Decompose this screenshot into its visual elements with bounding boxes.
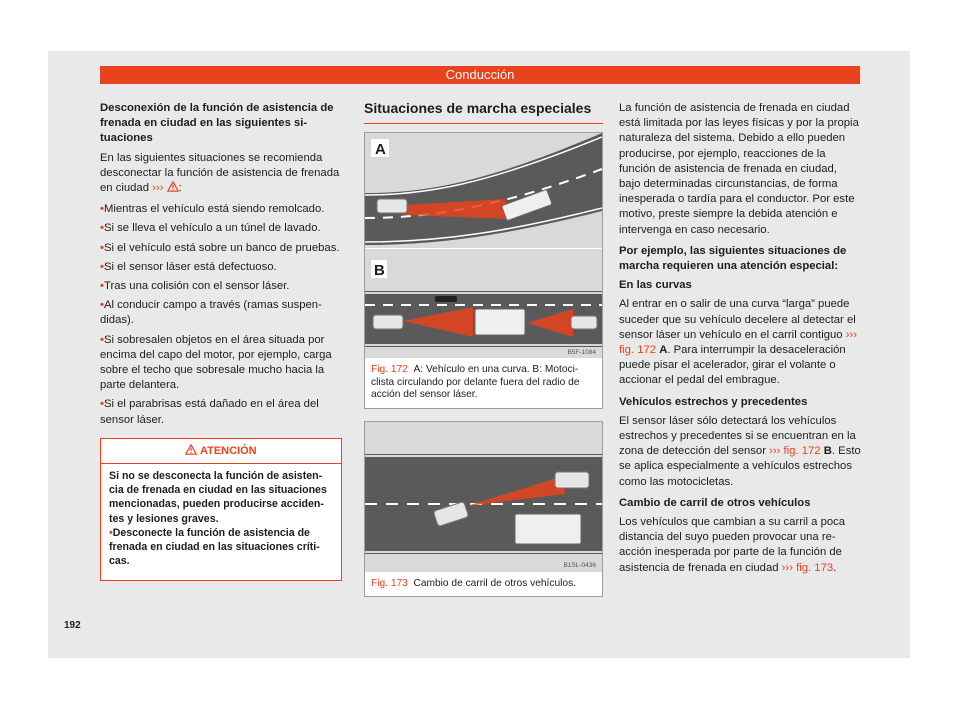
panel-a — [365, 133, 602, 248]
list-item: • Si se lleva el vehículo a un túnel de lavado. — [100, 221, 342, 236]
figure-173 — [364, 421, 603, 598]
paragraph: La función de asistencia de frenada en ciudad está limitada por las leyes físicas y por la propia naturaleza del sistema. Debido a ello pueden producirse, por ejemplo, reacciones de la función de asistencia de frenada en ciudad, bajo determinadas circunstancias, de forma inesperada o tardía para el conductor. Por este motivo, preste siempre la debida atención e intervenga en caso necesario. — [619, 102, 859, 236]
paragraph: Los vehículos que cambian a su carril a poca distancia del suyo pueden provocar una reacción inesperada por parte de la función de asistencia de frenada en ciudad ››› fig. 173. — [619, 516, 846, 574]
panel-a-label: A — [375, 141, 386, 159]
figure-172 — [364, 132, 603, 409]
paragraph-bold: Por ejemplo, las siguientes situaciones de marcha requieren una atención especial: — [619, 244, 847, 273]
section-heading: Desconexión de la función de asistencia de frenada en ciudad en las siguientes situaciones — [100, 102, 334, 145]
page-number: 192 — [64, 620, 81, 631]
list-item: • Si el sensor láser está defectuoso. — [100, 260, 342, 275]
figure-reference[interactable]: ››› fig. 172 — [619, 328, 857, 357]
warning-header — [101, 439, 341, 464]
paragraph: Al entrar en o salir de una curva “larga” puede suceder que su vehículo decelere al detectar el sensor láser un vehículo en el carril contiguo ››› fig. 172 A. Para interrumpir la desaceleración puede pisar el acelerador, girar el volante o accionar el pedal del embrague. — [619, 298, 857, 387]
paragraph: El sensor láser sólo detectará los vehículos estrechos y precedentes si se encuentran en la zona de detección del sensor ››› fig. 172 B. Esto se aplica especialmente a vehículos estrechos como las motocicletas. — [619, 414, 861, 488]
list-item: • Tras una colisión con el sensor láser. — [100, 279, 342, 294]
list-item: • Si el parabrisas está dañado en el área del sensor láser. — [100, 397, 342, 427]
section-title: Situaciones de marcha especiales — [364, 101, 603, 124]
warning-text: Si no se desconecta la función de asistencia de frenada en ciudad en las situaciones mencionadas, pueden producirse accidentes y lesiones graves. — [109, 470, 327, 525]
reference-arrows: ››› — [152, 182, 164, 195]
figure-caption: Fig. 173 Cambio de carril de otros vehículos. — [371, 577, 576, 589]
panel-b — [365, 249, 602, 358]
figure-code: B1SL-0436 — [563, 561, 596, 569]
warning-bullet: • Desconecte la función de asistencia de frenada en ciudad en las situaciones críticas. — [109, 526, 333, 569]
warning-body — [101, 464, 341, 580]
warning-box — [100, 438, 342, 582]
panel-b-label: B — [374, 262, 385, 280]
warning-triangle-icon — [167, 181, 179, 192]
warning-title: ATENCIÓN — [200, 444, 257, 457]
list-item: • Mientras el vehículo está siendo remolcado. — [100, 202, 342, 217]
figure-172-illustration — [365, 133, 602, 358]
subheading: Vehículos estrechos y precedentes — [619, 395, 808, 408]
list-item: • Si el vehículo está sobre un banco de pruebas. — [100, 241, 342, 256]
list-item: • Si sobresalen objetos en el área situada por encima del capo del motor, por ejemplo, carga sobre el techo que sobresale mucho hacia la parte delantera. — [100, 333, 342, 394]
column-middle — [364, 101, 603, 597]
figure-label: Fig. 172 — [371, 364, 408, 376]
page-header: Conducción — [100, 66, 860, 84]
figure-label: Fig. 173 — [371, 577, 408, 589]
column-left — [100, 101, 342, 581]
figure-reference[interactable]: ››› fig. 173 — [781, 561, 834, 574]
column-right — [619, 101, 861, 582]
intro-paragraph: En las siguientes situaciones se recomienda desconectar la función de asistencia de frenada en ciudad ››› : — [100, 151, 340, 195]
figure-173-illustration — [365, 422, 602, 572]
figure-reference[interactable]: ››› fig. 172 — [769, 445, 821, 458]
warning-triangle-icon — [185, 444, 197, 455]
list-item: • Al conducir campo a través (ramas suspendidas). — [100, 298, 342, 328]
figure-code: B5F-1084 — [567, 349, 596, 357]
figure-caption: Fig. 172 A: Vehículo en una curva. B: Motociclista circulando por delante fuera del radio de acción del sensor láser. — [371, 364, 580, 401]
subheading: En las curvas — [619, 279, 692, 292]
subheading: Cambio de carril de otros vehículos — [619, 496, 811, 509]
